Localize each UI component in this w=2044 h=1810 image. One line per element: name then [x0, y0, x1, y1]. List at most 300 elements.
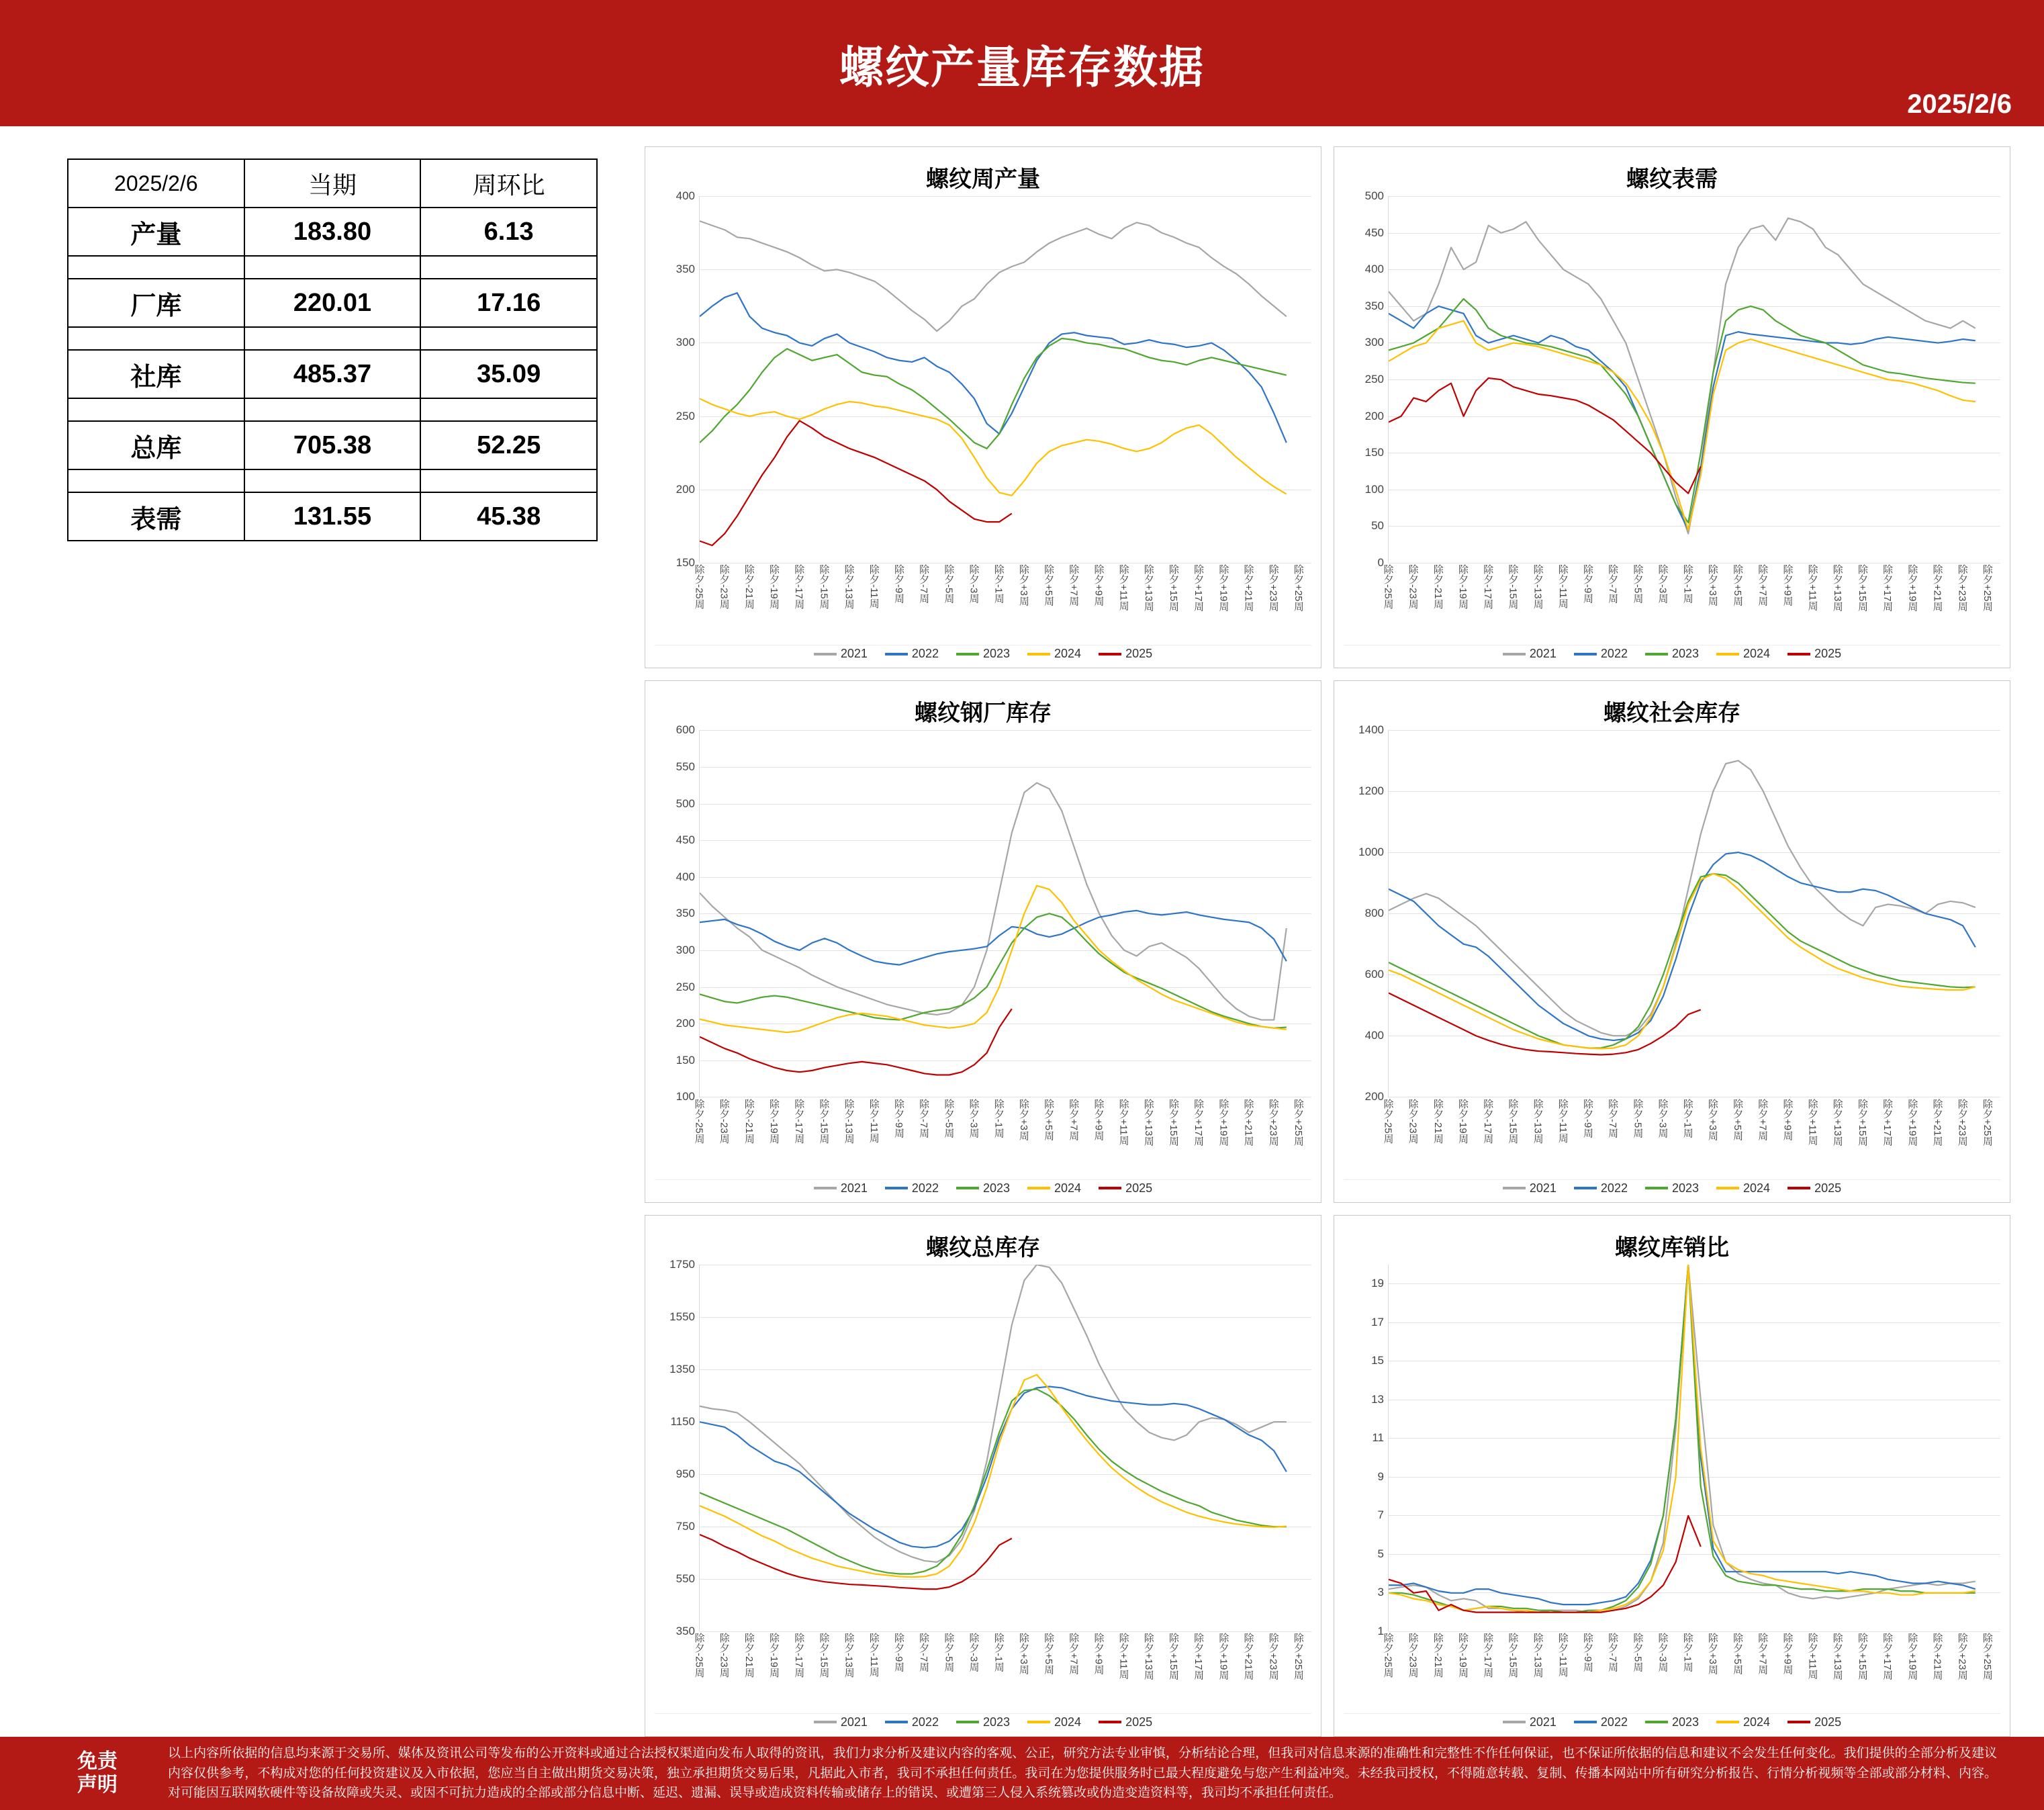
row-label: 产量	[68, 208, 244, 256]
x-tick-label: 除夕-5周	[943, 1632, 955, 1672]
y-tick-label: 400	[676, 189, 695, 202]
x-tick-label: 除夕-19周	[768, 564, 780, 610]
legend-swatch-icon	[1099, 1187, 1121, 1189]
x-tick-label: 除夕+11周	[1806, 1098, 1818, 1145]
series-line-2023	[1389, 299, 1976, 523]
y-tick-label: 1750	[669, 1257, 695, 1271]
x-tick-label: 除夕-9周	[892, 1632, 904, 1672]
y-tick-label: 1150	[670, 1414, 695, 1428]
x-tick-label: 除夕-19周	[1457, 1098, 1469, 1144]
x-tick-label: 除夕-13周	[1532, 1098, 1544, 1144]
row-current: 705.38	[244, 421, 421, 469]
y-tick-label: 350	[1364, 299, 1384, 312]
x-tick-label: 除夕-25周	[1382, 564, 1394, 610]
y-tick-label: 950	[676, 1467, 695, 1480]
x-tick-label: 除夕-7周	[1607, 1098, 1619, 1138]
y-tick-label: 250	[1364, 373, 1384, 386]
x-tick-label: 除夕+11周	[1117, 564, 1129, 611]
y-tick-label: 1000	[1358, 846, 1384, 859]
spacer-cell	[244, 327, 421, 350]
legend-label: 2024	[1743, 1715, 1771, 1729]
table-spacer-row	[68, 256, 597, 279]
legend-swatch-icon	[814, 653, 837, 655]
x-tick-label: 除夕+19周	[1906, 1632, 1918, 1680]
x-tick-label: 除夕+13周	[1142, 1632, 1154, 1680]
legend-label: 2022	[1600, 1715, 1628, 1729]
series-line-2021	[1389, 761, 1976, 1036]
y-tick-label: 0	[1377, 556, 1384, 569]
header-date: 2025/2/6	[1907, 89, 2012, 119]
legend-swatch-icon	[1574, 653, 1597, 655]
legend-item-2025	[1787, 1181, 1841, 1195]
spacer-cell	[244, 469, 421, 492]
row-label: 总库	[68, 421, 244, 469]
x-tick-label: 除夕-11周	[1557, 1098, 1569, 1143]
x-tick-label: 除夕-19周	[1457, 1632, 1469, 1678]
series-svg	[700, 1265, 1311, 1631]
x-tick-label: 除夕-5周	[943, 564, 955, 604]
legend-label: 2023	[982, 647, 1011, 661]
chart-title: 螺纹表需	[1626, 167, 1718, 192]
legend-swatch-icon	[1027, 1187, 1050, 1189]
plot-canvas	[1388, 730, 2000, 1097]
disclaimer-text: 以上内容所依据的信息均来源于交易所、媒体及资讯公司等发布的公开资料或通过合法授权渠道向发布人取得的资讯，我们力求分析及建议内容的客观、公正，研究方法专业审慎，分析结论合理，但我司对信息来源的准确性和完整性不作任何保证，也不保证所依据的信息和建议不会发生任何变化。我们提供的全部分析及建议内容仅供参考，不构成对您的任何投资建议及入市依据，您应当自主做出期货交易决策，独立承担期货交易后果，凡据此入市者，我司不承担任何责任。我司在为您提供服务时已最大程度避免与您产生利益冲突。未经我司授权，不得随意转载、复制、传播本网站中所有研究分析报告、行情分析视频等全部或部分材料、内容。对可能因互联网软硬件等设备故障或失灵、或因不可抗力造成的全部或部分信息中断、延迟、遗漏、误导或造成资料传输或储存上的错误、或遭第三人侵入系统篡改或伪造变造资料等，我司均不承担任何责任。	[168, 1746, 1997, 1801]
x-tick-label: 除夕+17周	[1193, 1632, 1205, 1680]
x-axis-labels	[1382, 563, 2000, 643]
table-spacer-row	[68, 398, 597, 421]
charts-grid	[645, 146, 2017, 1737]
x-axis-labels	[1382, 1097, 2000, 1178]
series-line-2022	[700, 293, 1287, 443]
x-tick-label: 除夕+9周	[1781, 1098, 1794, 1140]
series-line-2021	[1389, 1265, 1976, 1613]
y-tick-label: 800	[1364, 907, 1384, 920]
legend-swatch-icon	[1645, 1187, 1668, 1189]
x-tick-label: 除夕-25周	[693, 1632, 705, 1678]
x-tick-label: 除夕+17周	[1882, 564, 1894, 612]
legend-label: 2023	[982, 1181, 1011, 1195]
x-tick-label: 除夕-25周	[693, 564, 705, 610]
x-tick-label: 除夕-25周	[1382, 1632, 1394, 1678]
plot-canvas	[699, 196, 1311, 563]
legend-item-2021	[1503, 1181, 1557, 1195]
x-tick-label: 除夕-19周	[1457, 564, 1469, 610]
legend-swatch-icon	[956, 653, 979, 655]
chart-plot-area	[655, 723, 1311, 1103]
chart-apparent-demand	[1334, 146, 2010, 668]
y-tick-label: 200	[676, 482, 695, 496]
legend-item-2021	[814, 1181, 868, 1195]
y-tick-label: 13	[1371, 1392, 1384, 1406]
legend-label: 2022	[911, 1181, 939, 1195]
x-tick-label: 除夕+5周	[1732, 1098, 1744, 1140]
x-tick-label: 除夕-3周	[1657, 1632, 1669, 1672]
legend-label: 2025	[1814, 647, 1842, 661]
legend-label: 2023	[982, 1715, 1011, 1729]
y-tick-label: 750	[676, 1519, 695, 1533]
y-tick-label: 250	[676, 409, 695, 422]
x-tick-label: 除夕+5周	[1732, 1632, 1744, 1675]
legend-item-2023	[1645, 1715, 1699, 1729]
legend-item-2025	[1099, 1715, 1152, 1729]
y-axis	[655, 1257, 699, 1637]
chart-legend	[1344, 1179, 2000, 1198]
x-tick-label: 除夕-13周	[843, 1632, 855, 1678]
x-tick-label: 除夕-3周	[968, 564, 980, 604]
legend-swatch-icon	[1787, 1721, 1810, 1723]
plot-canvas	[699, 1265, 1311, 1631]
legend-label: 2021	[1529, 1715, 1557, 1729]
x-tick-label: 除夕-21周	[1432, 564, 1444, 610]
chart-mill-inventory	[645, 680, 1321, 1202]
legend-label: 2023	[1671, 647, 1700, 661]
x-tick-label: 除夕-1周	[1681, 564, 1693, 604]
spacer-cell	[420, 398, 597, 421]
x-tick-label: 除夕+23周	[1267, 1098, 1279, 1146]
row-label: 厂库	[68, 279, 244, 327]
chart-title: 螺纹周产量	[926, 167, 1040, 192]
x-tick-label: 除夕+5周	[1043, 1098, 1055, 1140]
legend-swatch-icon	[1787, 1187, 1810, 1189]
spacer-cell	[420, 469, 597, 492]
legend-label: 2022	[1600, 1181, 1628, 1195]
legend-swatch-icon	[1099, 1721, 1121, 1723]
series-svg	[1389, 730, 2000, 1097]
row-wow: 17.16	[420, 279, 597, 327]
legend-item-2025	[1787, 1715, 1841, 1729]
x-tick-label: 除夕-13周	[843, 564, 855, 610]
y-tick-label: 500	[1364, 189, 1384, 202]
x-tick-label: 除夕-21周	[1432, 1632, 1444, 1678]
x-tick-label: 除夕+9周	[1093, 564, 1105, 606]
x-tick-label: 除夕-11周	[1557, 564, 1569, 608]
y-axis	[1344, 1265, 1388, 1637]
x-tick-label: 除夕-19周	[768, 1098, 780, 1144]
table-header-date: 2025/2/6	[68, 159, 244, 208]
x-tick-label: 除夕+11周	[1117, 1632, 1129, 1680]
x-tick-label: 除夕-3周	[1657, 1098, 1669, 1138]
y-tick-label: 500	[676, 797, 695, 810]
legend-label: 2024	[1054, 1715, 1082, 1729]
legend-item-2024	[1716, 647, 1770, 661]
x-tick-label: 除夕-17周	[1482, 564, 1494, 610]
x-tick-label: 除夕-23周	[718, 1632, 730, 1678]
row-label: 表需	[68, 492, 244, 541]
legend-swatch-icon	[1645, 1721, 1668, 1723]
legend-swatch-icon	[1027, 653, 1050, 655]
legend-label: 2022	[911, 647, 939, 661]
legend-item-2025	[1099, 1181, 1152, 1195]
disclaimer-label	[27, 1750, 168, 1797]
table-header-current: 当期	[244, 159, 421, 208]
x-tick-label: 除夕-19周	[768, 1632, 780, 1678]
y-axis	[1344, 189, 1388, 569]
y-tick-label: 19	[1371, 1277, 1384, 1290]
x-tick-label: 除夕+13周	[1831, 564, 1843, 612]
legend-swatch-icon	[1574, 1721, 1597, 1723]
spacer-cell	[68, 469, 244, 492]
chart-legend	[655, 645, 1311, 664]
legend-item-2022	[1574, 1181, 1628, 1195]
x-tick-label: 除夕-11周	[868, 1632, 880, 1677]
series-line-2025	[1389, 378, 1701, 494]
x-tick-label: 除夕-5周	[1632, 564, 1644, 604]
summary-table-container	[27, 146, 631, 1737]
x-tick-label: 除夕+17周	[1882, 1098, 1894, 1146]
legend-label: 2021	[1529, 647, 1557, 661]
x-tick-label: 除夕+19周	[1906, 1098, 1918, 1146]
y-tick-label: 350	[676, 907, 695, 920]
series-line-2023	[700, 1389, 1287, 1574]
row-current: 220.01	[244, 279, 421, 327]
legend-label: 2024	[1743, 647, 1771, 661]
x-tick-label: 除夕-13周	[1532, 564, 1544, 610]
chart-title: 螺纹社会库存	[1604, 700, 1740, 727]
y-tick-label: 200	[1364, 409, 1384, 422]
legend-item-2021	[814, 1715, 868, 1729]
x-tick-label: 除夕-17周	[793, 1098, 805, 1144]
legend-label: 2025	[1125, 647, 1153, 661]
x-tick-label: 除夕+21周	[1242, 1632, 1254, 1680]
y-tick-label: 50	[1371, 519, 1384, 533]
y-tick-label: 150	[676, 1053, 695, 1067]
x-tick-label: 除夕-21周	[743, 1098, 755, 1144]
legend-label: 2024	[1054, 1181, 1082, 1195]
x-tick-label: 除夕+23周	[1956, 564, 1968, 612]
y-tick-label: 200	[676, 1017, 695, 1030]
y-tick-label: 550	[676, 760, 695, 773]
x-tick-label: 除夕-15周	[1507, 1632, 1519, 1678]
x-tick-label: 除夕-1周	[992, 1098, 1005, 1138]
y-tick-label: 1550	[669, 1310, 695, 1323]
main-content	[0, 126, 2044, 1737]
series-line-2025	[1389, 1515, 1701, 1612]
x-axis-labels	[693, 563, 1311, 643]
legend-label: 2025	[1125, 1715, 1153, 1729]
legend-item-2022	[885, 1181, 939, 1195]
x-tick-label: 除夕-9周	[1581, 1632, 1593, 1672]
x-tick-label: 除夕-9周	[1581, 1098, 1593, 1138]
x-tick-label: 除夕-13周	[1532, 1632, 1544, 1678]
legend-item-2022	[1574, 1715, 1628, 1729]
row-current: 131.55	[244, 492, 421, 541]
x-tick-label: 除夕+3周	[1706, 1632, 1718, 1675]
x-tick-label: 除夕+5周	[1043, 564, 1055, 606]
spacer-cell	[420, 327, 597, 350]
chart-plot-area	[1344, 1265, 2000, 1637]
x-tick-label: 除夕+17周	[1193, 564, 1205, 612]
y-tick-label: 550	[676, 1572, 695, 1585]
x-tick-label: 除夕-3周	[968, 1098, 980, 1138]
legend-item-2024	[1716, 1715, 1770, 1729]
x-tick-label: 除夕+23周	[1267, 564, 1279, 612]
page-header	[0, 0, 2044, 126]
page-title: 螺纹产量库存数据	[839, 42, 1205, 92]
x-tick-label: 除夕+15周	[1167, 564, 1179, 612]
x-tick-label: 除夕+11周	[1806, 564, 1818, 611]
x-axis-labels	[693, 1631, 1311, 1712]
x-tick-label: 除夕-23周	[1407, 1632, 1419, 1678]
x-tick-label: 除夕+17周	[1882, 1632, 1894, 1680]
table-row	[68, 421, 597, 469]
x-tick-label: 除夕+21周	[1931, 1632, 1943, 1680]
chart-plot-area	[1344, 723, 2000, 1103]
legend-swatch-icon	[885, 1721, 908, 1723]
y-tick-label: 300	[676, 336, 695, 349]
chart-legend	[655, 1179, 1311, 1198]
legend-label: 2024	[1054, 647, 1082, 661]
y-tick-label: 400	[676, 870, 695, 883]
y-tick-label: 1200	[1358, 784, 1384, 798]
y-tick-label: 11	[1372, 1431, 1384, 1445]
legend-swatch-icon	[1716, 1721, 1739, 1723]
legend-item-2021	[1503, 647, 1557, 661]
x-tick-label: 除夕+15周	[1167, 1632, 1179, 1680]
legend-label: 2025	[1814, 1181, 1842, 1195]
legend-label: 2021	[840, 1181, 868, 1195]
y-tick-label: 1350	[669, 1362, 695, 1375]
x-tick-label: 除夕-15周	[818, 1632, 830, 1678]
y-tick-label: 9	[1377, 1469, 1384, 1483]
x-tick-label: 除夕-9周	[892, 564, 904, 604]
x-tick-label: 除夕-21周	[1432, 1098, 1444, 1144]
y-tick-label: 1	[1377, 1624, 1384, 1637]
y-tick-label: 400	[1364, 263, 1384, 276]
x-tick-label: 除夕+7周	[1757, 1632, 1769, 1675]
chart-total-inventory	[645, 1215, 1321, 1737]
chart-legend	[1344, 645, 2000, 664]
x-tick-label: 除夕+5周	[1732, 564, 1744, 606]
y-tick-label: 300	[676, 943, 695, 956]
x-tick-label: 除夕-7周	[1607, 564, 1619, 604]
x-tick-label: 除夕+23周	[1956, 1632, 1968, 1680]
legend-swatch-icon	[956, 1187, 979, 1189]
disclaimer-label-line2: 声明	[77, 1773, 118, 1796]
chart-weekly-output	[645, 146, 1321, 668]
x-tick-label: 除夕-11周	[1557, 1632, 1569, 1677]
x-tick-label: 除夕-9周	[892, 1098, 904, 1138]
x-tick-label: 除夕-17周	[1482, 1098, 1494, 1144]
legend-label: 2022	[911, 1715, 939, 1729]
table-row	[68, 208, 597, 256]
x-tick-label: 除夕+19周	[1217, 1098, 1229, 1146]
row-wow: 52.25	[420, 421, 597, 469]
legend-swatch-icon	[1027, 1721, 1050, 1723]
x-tick-label: 除夕-23周	[718, 564, 730, 610]
row-wow: 35.09	[420, 350, 597, 398]
y-tick-label: 1400	[1358, 723, 1384, 737]
x-tick-label: 除夕-7周	[918, 1098, 930, 1138]
x-tick-label: 除夕+5周	[1043, 1632, 1055, 1675]
y-tick-label: 3	[1377, 1586, 1384, 1599]
series-line-2021	[700, 1265, 1287, 1562]
y-tick-label: 150	[1364, 446, 1384, 459]
series-line-2021	[700, 783, 1287, 1020]
x-tick-label: 除夕-13周	[843, 1098, 855, 1144]
x-tick-label: 除夕-17周	[793, 1632, 805, 1678]
chart-legend	[655, 1713, 1311, 1732]
x-tick-label: 除夕-15周	[1507, 564, 1519, 610]
x-tick-label: 除夕+11周	[1117, 1098, 1129, 1145]
y-tick-label: 15	[1371, 1354, 1384, 1367]
chart-social-inventory	[1334, 680, 2010, 1202]
series-svg	[700, 730, 1311, 1097]
y-tick-label: 300	[1364, 336, 1384, 349]
x-tick-label: 除夕+7周	[1757, 564, 1769, 606]
x-tick-label: 除夕-25周	[693, 1098, 705, 1144]
legend-item-2023	[1645, 1181, 1699, 1195]
x-tick-label: 除夕+3周	[1017, 1098, 1029, 1140]
legend-label: 2024	[1743, 1181, 1771, 1195]
x-tick-label: 除夕+23周	[1956, 1098, 1968, 1146]
spacer-cell	[420, 256, 597, 279]
series-line-2023	[1389, 1265, 1976, 1613]
x-tick-label: 除夕+13周	[1142, 1098, 1154, 1146]
spacer-cell	[68, 327, 244, 350]
x-tick-label: 除夕+21周	[1242, 1098, 1254, 1146]
x-tick-label: 除夕+25周	[1292, 1098, 1304, 1146]
legend-item-2022	[1574, 647, 1628, 661]
y-tick-label: 450	[1364, 226, 1384, 239]
y-tick-label: 350	[676, 263, 695, 276]
x-tick-label: 除夕+3周	[1017, 1632, 1029, 1675]
row-label: 社库	[68, 350, 244, 398]
legend-label: 2021	[840, 1715, 868, 1729]
x-tick-label: 除夕-5周	[943, 1098, 955, 1138]
x-tick-label: 除夕-11周	[868, 1098, 880, 1143]
x-tick-label: 除夕+3周	[1706, 564, 1718, 606]
y-tick-label: 100	[676, 1090, 695, 1103]
y-axis	[1344, 723, 1388, 1103]
chart-legend	[1344, 1713, 2000, 1732]
spacer-cell	[244, 256, 421, 279]
x-tick-label: 除夕+13周	[1831, 1632, 1843, 1680]
y-tick-label: 150	[676, 556, 695, 569]
x-tick-label: 除夕+21周	[1931, 1098, 1943, 1146]
legend-swatch-icon	[1099, 653, 1121, 655]
x-tick-label: 除夕+7周	[1068, 564, 1080, 606]
series-line-2023	[1389, 874, 1976, 1048]
x-tick-label: 除夕+17周	[1193, 1098, 1205, 1146]
x-tick-label: 除夕-1周	[992, 564, 1005, 604]
x-tick-label: 除夕+11周	[1806, 1632, 1818, 1680]
x-tick-label: 除夕+15周	[1856, 1098, 1868, 1146]
x-tick-label: 除夕+25周	[1981, 1632, 1993, 1680]
x-tick-label: 除夕+19周	[1906, 564, 1918, 612]
legend-item-2024	[1027, 647, 1081, 661]
legend-item-2025	[1099, 647, 1152, 661]
y-tick-label: 400	[1364, 1029, 1384, 1042]
x-tick-label: 除夕+25周	[1981, 1098, 1993, 1146]
x-tick-label: 除夕+7周	[1757, 1098, 1769, 1140]
x-tick-label: 除夕-17周	[793, 564, 805, 610]
legend-label: 2021	[1529, 1181, 1557, 1195]
x-tick-label: 除夕-3周	[1657, 564, 1669, 604]
legend-item-2023	[956, 1181, 1010, 1195]
legend-swatch-icon	[885, 653, 908, 655]
legend-item-2023	[956, 1715, 1010, 1729]
x-tick-label: 除夕-23周	[1407, 1098, 1419, 1144]
summary-table	[67, 159, 598, 541]
x-tick-label: 除夕+25周	[1981, 564, 1993, 612]
legend-item-2025	[1787, 647, 1841, 661]
chart-title: 螺纹钢厂库存	[915, 700, 1052, 727]
spacer-cell	[244, 398, 421, 421]
x-tick-label: 除夕-15周	[818, 1098, 830, 1144]
legend-item-2023	[1645, 647, 1699, 661]
table-spacer-row	[68, 469, 597, 492]
legend-swatch-icon	[1503, 1721, 1526, 1723]
